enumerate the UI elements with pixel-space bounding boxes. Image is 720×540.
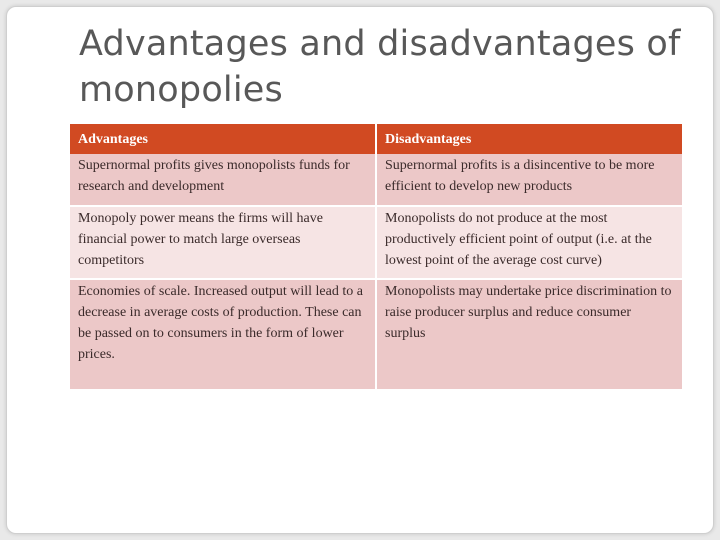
slide-title: Advantages and disadvantages of monopolies [79, 24, 681, 110]
comparison-table [70, 124, 682, 389]
header-disadvantages: Disadvantages [376, 124, 682, 154]
header-advantages: Advantages [70, 124, 376, 154]
table-row [70, 154, 682, 206]
advantage-cell: Economies of scale. Increased output will lead to a decrease in average costs of production. These can be passed on to consumers in the form of lower prices. [70, 279, 376, 389]
disadvantage-cell: Monopolists do not produce at the most productively efficient point of output (i.e. at the lowest point of the average cost curve) [376, 206, 682, 279]
slide [6, 6, 714, 534]
table-row [70, 206, 682, 279]
disadvantage-cell: Monopolists may undertake price discrimination to raise producer surplus and reduce consumer surplus [376, 279, 682, 389]
table-row [70, 279, 682, 389]
disadvantage-cell: Supernormal profits is a disincentive to be more efficient to develop new products [376, 154, 682, 206]
table-header-row [70, 124, 682, 154]
advantage-cell: Supernormal profits gives monopolists funds for research and development [70, 154, 376, 206]
advantage-cell: Monopoly power means the firms will have financial power to match large overseas competitors [70, 206, 376, 279]
